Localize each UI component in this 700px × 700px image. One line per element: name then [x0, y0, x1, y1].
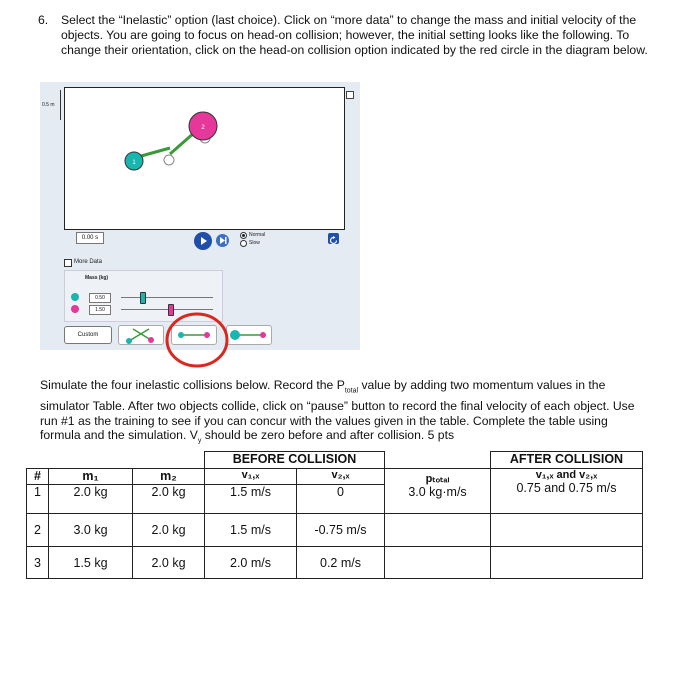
row1-v1: 1.5 m/s: [205, 485, 297, 514]
col-m2-header: m₂: [133, 469, 205, 485]
after-header-cell: [491, 469, 643, 514]
col-ptotal-header: pₜₒₜₐₗ: [425, 473, 450, 485]
row1-v2: 0: [297, 485, 385, 514]
col-v1-header: v₁,ₓ: [205, 469, 297, 485]
row3-ptotal[interactable]: [385, 547, 491, 579]
time-display: 0.00 s: [76, 232, 104, 244]
highlight-circle: [162, 310, 232, 370]
row1-num: 1: [27, 485, 49, 514]
mass-header: Mass (kg): [85, 275, 109, 281]
row2-m1: 3.0 kg: [49, 514, 133, 547]
reflecting-border-checkbox[interactable]: [346, 91, 354, 99]
more-data-label: More Data: [74, 259, 103, 265]
one-moving-collision-icon: [227, 326, 271, 344]
row2-v2: -0.75 m/s: [297, 514, 385, 547]
col-num-header: #: [27, 469, 49, 485]
row2-ptotal[interactable]: [385, 514, 491, 547]
table-row: [27, 547, 643, 579]
row1-ptotal: 3.0 kg·m/s: [408, 485, 467, 499]
ball2-index: 2: [201, 125, 205, 131]
collision-table: [26, 451, 643, 579]
speed-normal-radio[interactable]: [240, 232, 247, 239]
instructions-text: Simulate the four inelastic collisions below. Record the $P_{total}$ value by adding two momentum values in the simulator Table. After two objects collide, click on “pause” button to record the final velocity of each object. Use run #1 as the training to see if you can concur with the values given in the table. Complete the table using formula and the simulation. $V_y$ should be zero before and after collision. 5 pts: [40, 378, 635, 445]
table-row: [27, 514, 643, 547]
ball1-mass-icon: [71, 293, 79, 301]
ptotal-header-cell: [385, 469, 491, 514]
play-button[interactable]: [194, 232, 212, 250]
row3-m1: 1.5 kg: [49, 547, 133, 579]
play-icon: [194, 232, 212, 250]
step-button[interactable]: [216, 234, 229, 247]
speed-normal-label: Normal: [249, 232, 266, 238]
col-m1-header: m₁: [49, 469, 133, 485]
row1-m1: 2.0 kg: [49, 485, 133, 514]
row3-v2: 0.2 m/s: [297, 547, 385, 579]
ball2-mass-icon: [71, 305, 79, 313]
question-number: 6.: [38, 13, 49, 27]
question-text: Select the “Inelastic” option (last choice). Click on “more data” to change the mass and initial velocity of the objects. You are going to focus on head-on collision; however, the initial setting looks like the following. To change their orientation, click on the head-on collision option indicated by the red circle in the diagram below.: [61, 13, 648, 57]
row3-v1: 2.0 m/s: [205, 547, 297, 579]
mass1-slider-thumb[interactable]: [140, 292, 146, 304]
reset-button[interactable]: [328, 233, 339, 244]
row1-m2: 2.0 kg: [133, 485, 205, 514]
reset-icon: [328, 235, 339, 246]
mass1-slider-track[interactable]: [121, 297, 213, 298]
mass1-field[interactable]: 0.50: [89, 293, 111, 303]
row2-v1: 1.5 m/s: [205, 514, 297, 547]
col-v2-header: v₂,ₓ: [297, 469, 385, 485]
scale-label: 0.5 m: [42, 102, 55, 108]
col-after-header: v₁,ₓ and v₂,ₓ: [535, 469, 598, 481]
row3-m2: 2.0 kg: [133, 547, 205, 579]
row2-num: 2: [27, 514, 49, 547]
glancing-collision-icon: [119, 326, 163, 344]
speed-slow-label: Slow: [249, 240, 260, 246]
preset-one-moving-button[interactable]: [226, 325, 272, 345]
preset-glancing-button[interactable]: [118, 325, 164, 345]
row3-after[interactable]: [491, 547, 643, 579]
custom-button[interactable]: Custom: [64, 326, 112, 344]
scale-bar: [60, 90, 61, 120]
ball1-index: 1: [132, 160, 136, 166]
row2-m2: 2.0 kg: [133, 514, 205, 547]
after-collision-header: AFTER COLLISION: [491, 452, 643, 469]
ball1-ghost: [164, 155, 174, 165]
row1-after: 0.75 and 0.75 m/s: [516, 481, 617, 495]
play-area[interactable]: [64, 87, 345, 230]
row3-num: 3: [27, 547, 49, 579]
row2-after[interactable]: [491, 514, 643, 547]
collision-diagram: [65, 88, 344, 229]
speed-slow-radio[interactable]: [240, 240, 247, 247]
mass2-field[interactable]: 1.50: [89, 305, 111, 315]
before-collision-header: BEFORE COLLISION: [205, 452, 385, 469]
step-icon: [216, 234, 229, 247]
more-data-checkbox[interactable]: [64, 259, 72, 267]
